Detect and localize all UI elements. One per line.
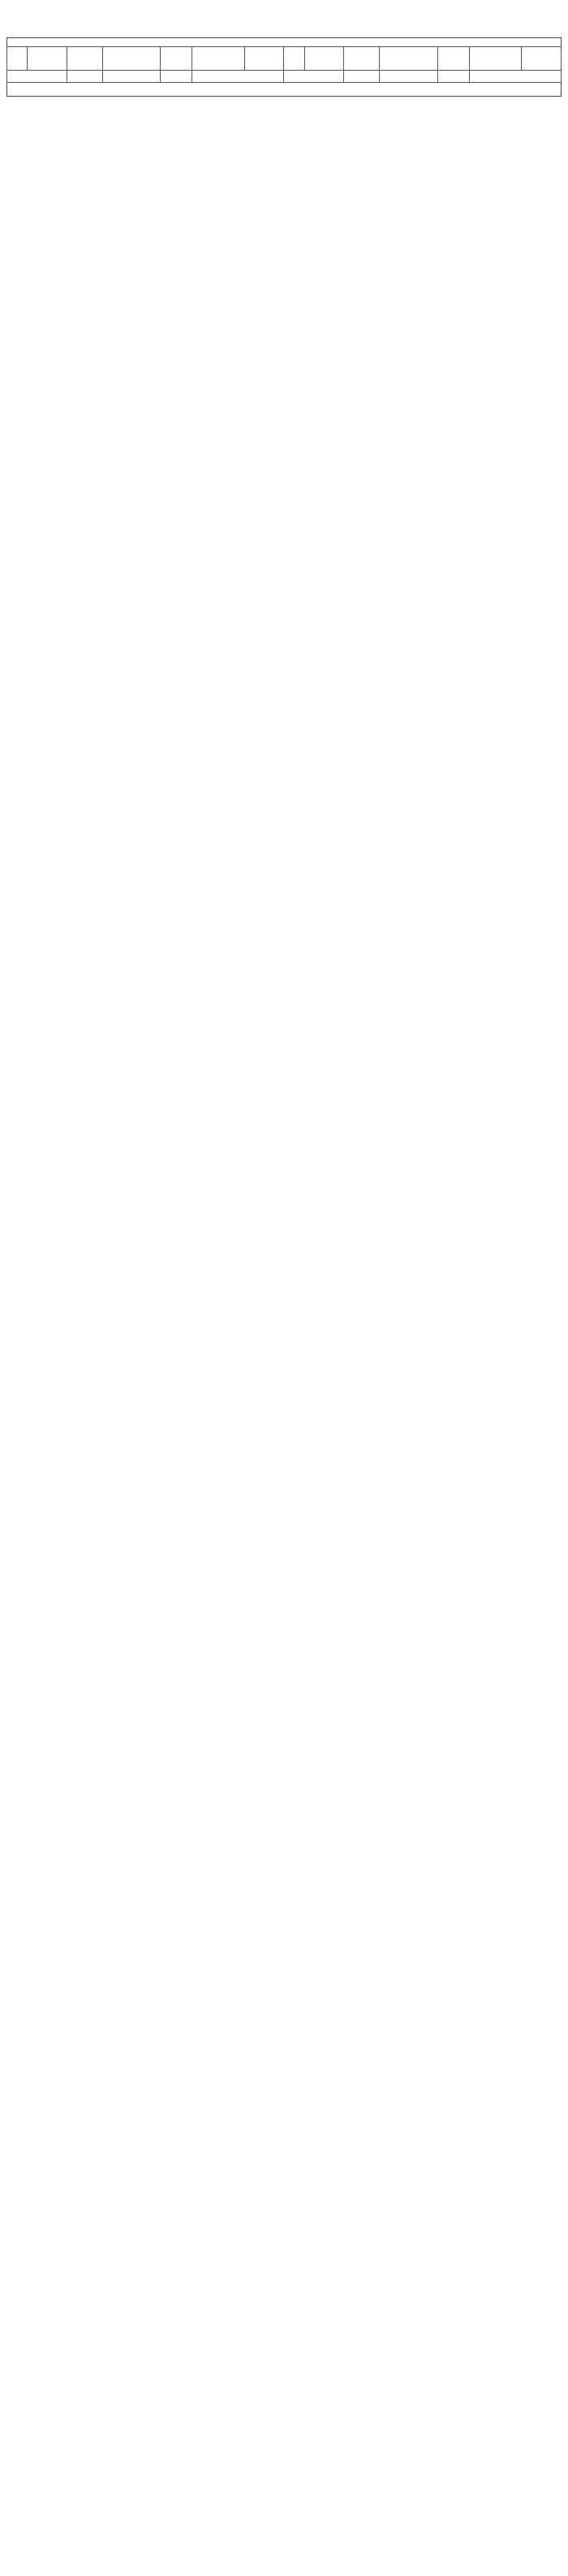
totals-row [7, 71, 562, 83]
header-no [7, 47, 28, 71]
empty-cell [380, 71, 438, 83]
empty-cell [469, 71, 561, 83]
header-village [380, 47, 438, 71]
header-village [102, 47, 161, 71]
page-title [6, 8, 562, 26]
empty-cell [102, 71, 161, 83]
empty-cell [192, 71, 284, 83]
right-total-amount [344, 71, 380, 83]
left-total-label [7, 71, 67, 83]
header-amount [67, 47, 102, 71]
header-name [28, 47, 67, 71]
table-header-row [7, 47, 562, 71]
header-no [284, 47, 304, 71]
header-name [304, 47, 343, 71]
header-people [437, 47, 469, 71]
header-type [192, 47, 245, 71]
header-remark [522, 47, 562, 71]
right-total-label [284, 71, 344, 83]
relief-table [6, 46, 562, 83]
header-remark [244, 47, 283, 71]
right-total-people [437, 71, 469, 83]
header-amount [344, 47, 380, 71]
meta-line [6, 26, 562, 37]
notice-paragraph [6, 37, 562, 46]
left-total-people [161, 71, 192, 83]
notice-sheet [6, 0, 562, 97]
footer-note [6, 83, 562, 97]
header-people [161, 47, 192, 71]
header-type [469, 47, 522, 71]
left-total-amount [67, 71, 102, 83]
